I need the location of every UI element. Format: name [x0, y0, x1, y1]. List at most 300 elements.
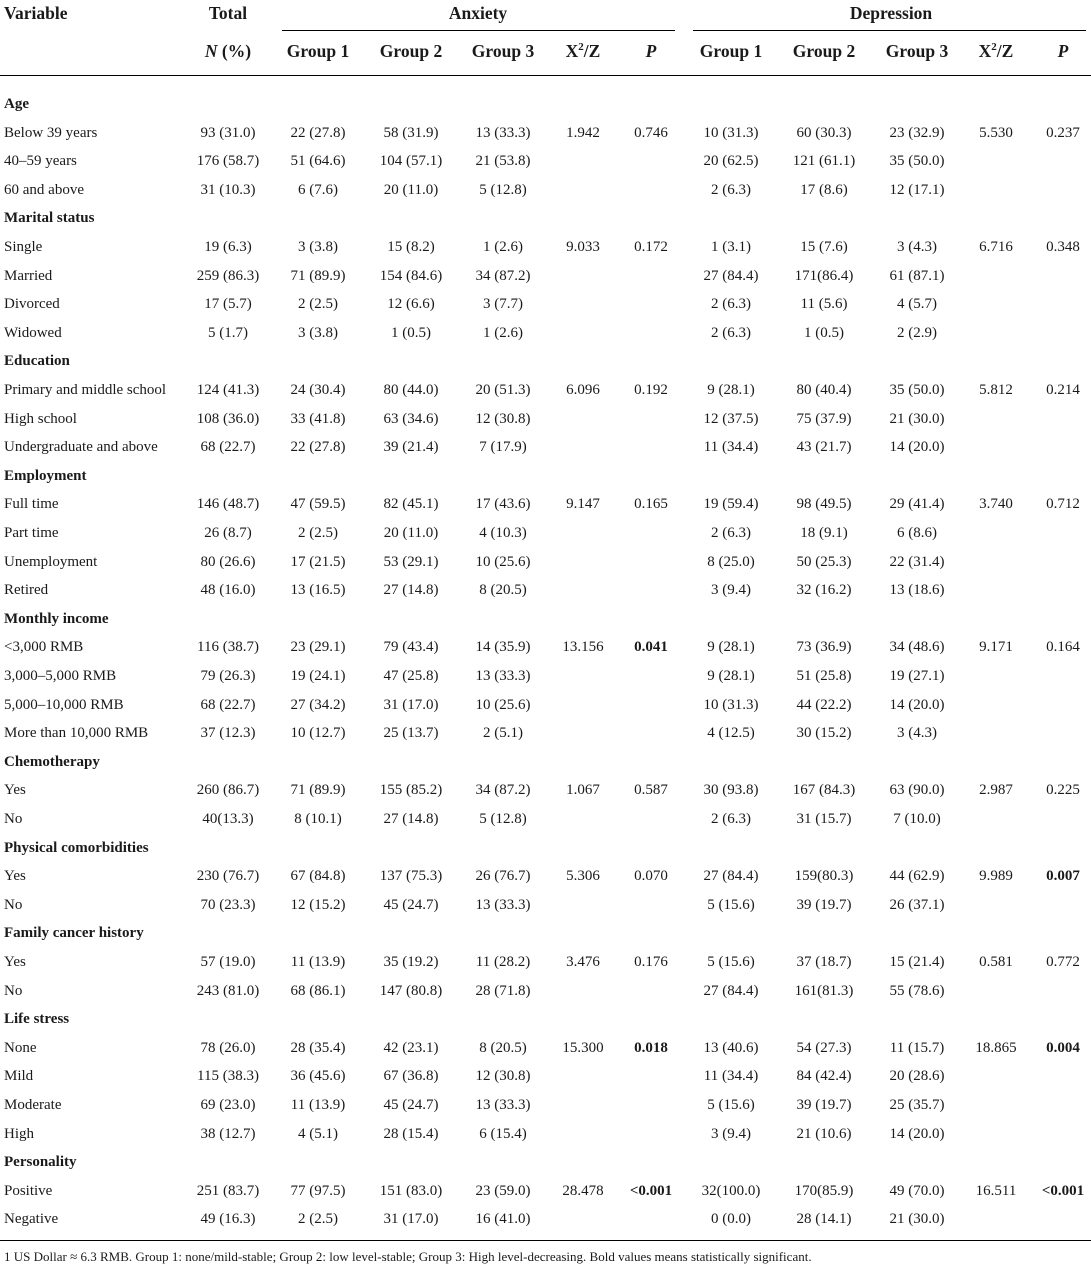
- cell-total: 40(13.3): [202, 811, 254, 827]
- cell-anxiety-chi2: 3.476: [566, 954, 600, 970]
- cell-total: 124 (41.3): [196, 382, 260, 398]
- cell-total: 37 (12.3): [200, 725, 256, 741]
- cell-anxiety-group2: 45 (24.7): [383, 1097, 439, 1113]
- section-heading: Physical comorbidities: [4, 840, 149, 856]
- cell-anxiety-p: 0.041: [634, 639, 668, 655]
- cell-depression-group3: 3 (4.3): [897, 239, 937, 255]
- cell-depression-group3: 25 (35.7): [889, 1097, 945, 1113]
- cell-depression-group3: 44 (62.9): [889, 868, 945, 884]
- cell-depression-group2: 75 (37.9): [796, 411, 852, 427]
- cell-depression-group3: 21 (30.0): [889, 411, 945, 427]
- cell-anxiety-group3: 1 (2.6): [483, 239, 523, 255]
- cell-anxiety-group3: 14 (35.9): [475, 639, 531, 655]
- cell-anxiety-chi2: 1.067: [566, 782, 600, 798]
- cell-total: 116 (38.7): [197, 639, 259, 655]
- cell-total: 115 (38.3): [197, 1068, 259, 1084]
- cell-depression-group3: 34 (48.6): [889, 639, 945, 655]
- cell-anxiety-group2: 1 (0.5): [391, 325, 431, 341]
- cell-depression-group1: 2 (6.3): [711, 296, 751, 312]
- cell-depression-group1: 2 (6.3): [711, 325, 751, 341]
- cell-anxiety-group2: 31 (17.0): [383, 697, 439, 713]
- cell-anxiety-chi2: 28.478: [562, 1183, 604, 1199]
- cell-anxiety-group1: 4 (5.1): [298, 1126, 338, 1142]
- cell-depression-chi2: 18.865: [975, 1040, 1017, 1056]
- row-label: 5,000–10,000 RMB: [4, 697, 124, 713]
- subheader-anxiety-p: P: [645, 41, 657, 61]
- cell-anxiety-group3: 2 (5.1): [483, 725, 523, 741]
- cell-depression-p: 0.164: [1046, 639, 1080, 655]
- cell-depression-group1: 2 (6.3): [711, 811, 751, 827]
- cell-anxiety-group2: 31 (17.0): [383, 1211, 439, 1227]
- cell-depression-group2: 15 (7.6): [800, 239, 848, 255]
- cell-anxiety-group3: 11 (28.2): [475, 954, 531, 970]
- cell-depression-group1: 9 (28.1): [707, 382, 755, 398]
- cell-anxiety-group2: 25 (13.7): [383, 725, 439, 741]
- cell-anxiety-chi2: 9.147: [566, 496, 600, 512]
- cell-anxiety-group3: 13 (33.3): [475, 668, 531, 684]
- cell-total: 31 (10.3): [200, 182, 256, 198]
- cell-anxiety-chi2: 9.033: [566, 239, 600, 255]
- cell-depression-group3: 12 (17.1): [889, 182, 945, 198]
- cell-depression-group1: 11 (34.4): [703, 1068, 759, 1084]
- cell-depression-group1: 19 (59.4): [703, 496, 759, 512]
- cell-anxiety-chi2: 15.300: [562, 1040, 604, 1056]
- cell-depression-group2: 50 (25.3): [796, 554, 852, 570]
- cell-depression-group3: 7 (10.0): [893, 811, 941, 827]
- cell-anxiety-group1: 27 (34.2): [290, 697, 346, 713]
- subheader-anxiety-group2: Group 2: [379, 41, 443, 61]
- cell-anxiety-group2: 82 (45.1): [383, 496, 439, 512]
- cell-depression-group1: 4 (12.5): [707, 725, 755, 741]
- cell-anxiety-p: 0.070: [634, 868, 668, 884]
- cell-anxiety-group3: 1 (2.6): [483, 325, 523, 341]
- cell-depression-group1: 5 (15.6): [707, 1097, 755, 1113]
- cell-depression-group2: 17 (8.6): [800, 182, 848, 198]
- cell-anxiety-group2: 155 (85.2): [379, 782, 443, 798]
- cell-anxiety-group1: 22 (27.8): [290, 439, 346, 455]
- cell-depression-group3: 2 (2.9): [897, 325, 937, 341]
- cell-depression-group1: 20 (62.5): [703, 153, 759, 169]
- cell-depression-group1: 1 (3.1): [711, 239, 751, 255]
- cell-depression-group3: 15 (21.4): [889, 954, 945, 970]
- row-label: Married: [4, 268, 53, 284]
- cell-anxiety-p: 0.587: [634, 782, 668, 798]
- cell-depression-group3: 14 (20.0): [889, 439, 945, 455]
- cell-depression-group3: 35 (50.0): [889, 382, 945, 398]
- cell-anxiety-group2: 53 (29.1): [383, 554, 439, 570]
- cell-depression-group2: 18 (9.1): [800, 525, 848, 541]
- cell-total: 57 (19.0): [200, 954, 256, 970]
- cell-anxiety-group2: 15 (8.2): [387, 239, 435, 255]
- cell-anxiety-p: 0.018: [634, 1040, 668, 1056]
- cell-anxiety-p: 0.176: [634, 954, 668, 970]
- cell-depression-p: 0.225: [1046, 782, 1080, 798]
- cell-anxiety-group2: 104 (57.1): [379, 153, 443, 169]
- cell-depression-group1: 9 (28.1): [707, 668, 755, 684]
- cell-depression-group1: 27 (84.4): [703, 268, 759, 284]
- cell-depression-group3: 4 (5.7): [897, 296, 937, 312]
- cell-depression-chi2: 16.511: [975, 1183, 1017, 1199]
- cell-anxiety-group1: 17 (21.5): [290, 554, 346, 570]
- cell-anxiety-group1: 19 (24.1): [290, 668, 346, 684]
- subheader-depression-group2: Group 2: [792, 41, 856, 61]
- cell-anxiety-p: 0.192: [634, 382, 668, 398]
- cell-anxiety-group1: 11 (13.9): [290, 954, 346, 970]
- row-label: Widowed: [4, 325, 62, 341]
- cell-anxiety-chi2: 1.942: [566, 125, 600, 141]
- cell-depression-group2: 167 (84.3): [792, 782, 856, 798]
- subheader-anxiety-group1: Group 1: [286, 41, 350, 61]
- cell-anxiety-group1: 71 (89.9): [290, 268, 346, 284]
- cell-anxiety-group3: 10 (25.6): [475, 554, 531, 570]
- row-label: High: [4, 1126, 34, 1142]
- cell-total: 80 (26.6): [200, 554, 256, 570]
- row-label: Undergraduate and above: [4, 439, 158, 455]
- cell-anxiety-group1: 51 (64.6): [290, 153, 346, 169]
- cell-anxiety-p: 0.165: [634, 496, 668, 512]
- cell-anxiety-group3: 7 (17.9): [479, 439, 527, 455]
- cell-anxiety-group3: 21 (53.8): [475, 153, 531, 169]
- cell-anxiety-group2: 151 (83.0): [379, 1183, 443, 1199]
- cell-total: 259 (86.3): [196, 268, 260, 284]
- cell-anxiety-group3: 13 (33.3): [475, 897, 531, 913]
- cell-depression-group1: 8 (25.0): [707, 554, 755, 570]
- cell-anxiety-group1: 6 (7.6): [298, 182, 338, 198]
- row-label: None: [4, 1040, 37, 1056]
- cell-anxiety-group1: 23 (29.1): [290, 639, 346, 655]
- cell-anxiety-group2: 28 (15.4): [383, 1126, 439, 1142]
- cell-depression-group3: 22 (31.4): [889, 554, 945, 570]
- cell-anxiety-group2: 20 (11.0): [383, 182, 439, 198]
- cell-anxiety-chi2: 13.156: [562, 639, 604, 655]
- cell-anxiety-group2: 35 (19.2): [383, 954, 439, 970]
- cell-depression-group3: 55 (78.6): [889, 983, 945, 999]
- cell-depression-group1: 30 (93.8): [703, 782, 759, 798]
- cell-anxiety-group1: 71 (89.9): [290, 782, 346, 798]
- cell-depression-group2: 51 (25.8): [796, 668, 852, 684]
- subheader-depression-chi: $X^2/Z$: [978, 40, 1014, 61]
- cell-anxiety-group2: 39 (21.4): [383, 439, 439, 455]
- cell-depression-group3: 61 (87.1): [889, 268, 945, 284]
- cell-anxiety-group2: 58 (31.9): [383, 125, 439, 141]
- cell-depression-group2: 98 (49.5): [796, 496, 852, 512]
- cell-depression-group1: 5 (15.6): [707, 897, 755, 913]
- cell-anxiety-group3: 28 (71.8): [475, 983, 531, 999]
- cell-total: 17 (5.7): [204, 296, 252, 312]
- cell-depression-p: 0.772: [1046, 954, 1080, 970]
- cell-depression-group3: 19 (27.1): [889, 668, 945, 684]
- cell-depression-chi2: 9.171: [979, 639, 1013, 655]
- cell-anxiety-group1: 12 (15.2): [290, 897, 346, 913]
- cell-anxiety-group2: 137 (75.3): [379, 868, 443, 884]
- cell-total: 5 (1.7): [208, 325, 248, 341]
- cell-depression-group2: 11 (5.6): [800, 296, 848, 312]
- depression-underline: [693, 30, 1086, 31]
- section-heading: Life stress: [4, 1011, 70, 1027]
- cell-depression-group3: 20 (28.6): [889, 1068, 945, 1084]
- cell-anxiety-p: <0.001: [629, 1183, 673, 1199]
- cell-depression-p: 0.348: [1046, 239, 1080, 255]
- section-heading: Monthly income: [4, 611, 109, 627]
- cell-anxiety-chi2: 5.306: [566, 868, 600, 884]
- cell-depression-group3: 29 (41.4): [889, 496, 945, 512]
- row-label: Yes: [4, 868, 26, 884]
- cell-depression-group2: 159(80.3): [794, 868, 854, 884]
- cell-depression-group1: 3 (9.4): [711, 1126, 751, 1142]
- row-label: No: [4, 897, 23, 913]
- header-variable: Variable: [4, 3, 68, 23]
- cell-anxiety-group1: 13 (16.5): [290, 582, 346, 598]
- cell-anxiety-group3: 6 (15.4): [479, 1126, 527, 1142]
- cell-depression-group3: 63 (90.0): [889, 782, 945, 798]
- cell-depression-group2: 31 (15.7): [796, 811, 852, 827]
- section-heading: Education: [4, 353, 70, 369]
- cell-anxiety-group2: 63 (34.6): [383, 411, 439, 427]
- cell-anxiety-group3: 4 (10.3): [479, 525, 527, 541]
- table-bottom-rule: [0, 1240, 1091, 1241]
- row-label: 40–59 years: [4, 153, 77, 169]
- cell-depression-group1: 3 (9.4): [711, 582, 751, 598]
- cell-total: 146 (48.7): [196, 496, 260, 512]
- cell-anxiety-group1: 47 (59.5): [290, 496, 346, 512]
- cell-anxiety-group3: 5 (12.8): [479, 811, 527, 827]
- cell-total: 70 (23.3): [200, 897, 256, 913]
- cell-depression-group2: 32 (16.2): [796, 582, 852, 598]
- subheader-depression-p: P: [1057, 41, 1069, 61]
- cell-anxiety-group3: 26 (76.7): [475, 868, 531, 884]
- row-label: Divorced: [4, 296, 60, 312]
- cell-depression-group2: 170(85.9): [794, 1183, 854, 1199]
- cell-depression-group2: 84 (42.4): [796, 1068, 852, 1084]
- cell-anxiety-group2: 20 (11.0): [383, 525, 439, 541]
- row-label: <3,000 RMB: [4, 639, 84, 655]
- cell-depression-group1: 2 (6.3): [711, 182, 751, 198]
- row-label: Full time: [4, 496, 59, 512]
- cell-total: 68 (22.7): [200, 697, 256, 713]
- anxiety-underline: [282, 30, 675, 31]
- cell-total: 243 (81.0): [196, 983, 260, 999]
- cell-depression-p: 0.214: [1046, 382, 1080, 398]
- cell-depression-group1: 9 (28.1): [707, 639, 755, 655]
- cell-depression-chi2: 2.987: [979, 782, 1013, 798]
- cell-depression-chi2: 0.581: [979, 954, 1013, 970]
- cell-depression-chi2: 5.530: [979, 125, 1013, 141]
- cell-anxiety-group3: 17 (43.6): [475, 496, 531, 512]
- cell-depression-group3: 49 (70.0): [889, 1183, 945, 1199]
- cell-depression-group2: 39 (19.7): [796, 897, 852, 913]
- cell-depression-group2: 60 (30.3): [796, 125, 852, 141]
- cell-anxiety-group3: 23 (59.0): [475, 1183, 531, 1199]
- section-heading: Chemotherapy: [4, 754, 100, 770]
- cell-anxiety-group1: 3 (3.8): [298, 239, 338, 255]
- cell-total: 108 (36.0): [196, 411, 260, 427]
- row-label: 60 and above: [4, 182, 84, 198]
- cell-anxiety-group2: 80 (44.0): [383, 382, 439, 398]
- cell-depression-group2: 39 (19.7): [796, 1097, 852, 1113]
- cell-anxiety-group1: 3 (3.8): [298, 325, 338, 341]
- cell-depression-group3: 21 (30.0): [889, 1211, 945, 1227]
- cell-anxiety-group3: 8 (20.5): [479, 582, 527, 598]
- section-heading: Marital status: [4, 210, 95, 226]
- cell-total: 230 (76.7): [196, 868, 260, 884]
- section-heading: Family cancer history: [4, 925, 144, 941]
- section-heading: Employment: [4, 468, 87, 484]
- cell-depression-group3: 14 (20.0): [889, 697, 945, 713]
- section-heading: Age: [4, 96, 29, 112]
- cell-depression-p: 0.004: [1046, 1040, 1080, 1056]
- row-label: No: [4, 811, 23, 827]
- cell-depression-group1: 0 (0.0): [711, 1211, 751, 1227]
- cell-depression-group1: 11 (34.4): [703, 439, 759, 455]
- subheader-depression-group1: Group 1: [699, 41, 763, 61]
- cell-depression-group2: 30 (15.2): [796, 725, 852, 741]
- cell-anxiety-group3: 10 (25.6): [475, 697, 531, 713]
- cell-depression-group3: 23 (32.9): [889, 125, 945, 141]
- cell-anxiety-group3: 20 (51.3): [475, 382, 531, 398]
- cell-depression-group1: 12 (37.5): [703, 411, 759, 427]
- cell-depression-group3: 35 (50.0): [889, 153, 945, 169]
- row-label: Single: [4, 239, 43, 255]
- cell-depression-group2: 37 (18.7): [796, 954, 852, 970]
- cell-depression-chi2: 9.989: [979, 868, 1013, 884]
- cell-total: 78 (26.0): [200, 1040, 256, 1056]
- cell-depression-group2: 121 (61.1): [792, 153, 856, 169]
- header-bottom-rule: [0, 75, 1091, 76]
- cell-anxiety-group1: 11 (13.9): [290, 1097, 346, 1113]
- cell-depression-group1: 5 (15.6): [707, 954, 755, 970]
- cell-anxiety-group3: 12 (30.8): [475, 411, 531, 427]
- cell-anxiety-group1: 28 (35.4): [290, 1040, 346, 1056]
- cell-depression-group2: 80 (40.4): [796, 382, 852, 398]
- cell-total: 38 (12.7): [200, 1126, 256, 1142]
- cell-anxiety-group1: 68 (86.1): [290, 983, 346, 999]
- cell-anxiety-group2: 47 (25.8): [383, 668, 439, 684]
- cell-depression-group2: 1 (0.5): [804, 325, 844, 341]
- cell-anxiety-group1: 8 (10.1): [294, 811, 342, 827]
- cell-anxiety-p: 0.172: [634, 239, 668, 255]
- cell-depression-group2: 44 (22.2): [796, 697, 852, 713]
- cell-total: 69 (23.0): [200, 1097, 256, 1113]
- subheader-anxiety-group3: Group 3: [471, 41, 535, 61]
- cell-anxiety-group2: 27 (14.8): [383, 582, 439, 598]
- cell-anxiety-group1: 77 (97.5): [290, 1183, 346, 1199]
- cell-anxiety-group1: 22 (27.8): [290, 125, 346, 141]
- cell-depression-group2: 28 (14.1): [796, 1211, 852, 1227]
- cell-anxiety-group2: 67 (36.8): [383, 1068, 439, 1084]
- cell-anxiety-group1: 2 (2.5): [298, 296, 338, 312]
- row-label: Unemployment: [4, 554, 98, 570]
- row-label: Primary and middle school: [4, 382, 167, 398]
- subheader-n-percent: N (%): [204, 41, 252, 61]
- cell-anxiety-group2: 154 (84.6): [379, 268, 443, 284]
- cell-depression-group2: 73 (36.9): [796, 639, 852, 655]
- cell-anxiety-group1: 33 (41.8): [290, 411, 346, 427]
- cell-anxiety-group3: 34 (87.2): [475, 268, 531, 284]
- cell-depression-group2: 43 (21.7): [796, 439, 852, 455]
- cell-depression-group1: 27 (84.4): [703, 868, 759, 884]
- cell-depression-p: 0.712: [1046, 496, 1080, 512]
- cell-depression-chi2: 5.812: [979, 382, 1013, 398]
- cell-anxiety-group3: 13 (33.3): [475, 1097, 531, 1113]
- cell-depression-group2: 161(81.3): [794, 983, 854, 999]
- row-label: Positive: [4, 1183, 53, 1199]
- header-depression: Depression: [849, 3, 933, 23]
- cell-anxiety-group2: 42 (23.1): [383, 1040, 439, 1056]
- subheader-depression-group3: Group 3: [885, 41, 949, 61]
- cell-anxiety-group1: 2 (2.5): [298, 1211, 338, 1227]
- cell-total: 93 (31.0): [200, 125, 256, 141]
- cell-depression-group1: 10 (31.3): [703, 125, 759, 141]
- cell-anxiety-group1: 10 (12.7): [290, 725, 346, 741]
- row-label: More than 10,000 RMB: [4, 725, 149, 741]
- cell-total: 19 (6.3): [204, 239, 252, 255]
- cell-anxiety-group2: 79 (43.4): [383, 639, 439, 655]
- cell-total: 49 (16.3): [200, 1211, 256, 1227]
- cell-anxiety-chi2: 6.096: [566, 382, 600, 398]
- row-label: Negative: [4, 1211, 59, 1227]
- section-heading: Personality: [4, 1154, 77, 1170]
- row-label: No: [4, 983, 23, 999]
- cell-anxiety-group2: 147 (80.8): [379, 983, 443, 999]
- cell-anxiety-group1: 67 (84.8): [290, 868, 346, 884]
- cell-depression-group2: 21 (10.6): [796, 1126, 852, 1142]
- cell-depression-group1: 2 (6.3): [711, 525, 751, 541]
- cell-depression-p: <0.001: [1041, 1183, 1085, 1199]
- cell-depression-group1: 13 (40.6): [703, 1040, 759, 1056]
- footnote: 1 US Dollar ≈ 6.3 RMB. Group 1: none/mild-stable; Group 2: low level-stable; Group 3: High level-decreasing. Bold values means statistically significant.: [4, 1249, 812, 1264]
- cell-total: 48 (16.0): [200, 582, 256, 598]
- cell-total: 26 (8.7): [204, 525, 252, 541]
- cell-anxiety-group3: 8 (20.5): [479, 1040, 527, 1056]
- cell-depression-group3: 13 (18.6): [889, 582, 945, 598]
- cell-anxiety-group3: 34 (87.2): [475, 782, 531, 798]
- cell-anxiety-group3: 12 (30.8): [475, 1068, 531, 1084]
- cell-depression-chi2: 3.740: [979, 496, 1013, 512]
- cell-anxiety-group2: 45 (24.7): [383, 897, 439, 913]
- cell-total: 79 (26.3): [200, 668, 256, 684]
- cell-total: 260 (86.7): [196, 782, 260, 798]
- subheader-anxiety-chi: $X^2/Z$: [565, 40, 601, 61]
- cell-depression-group2: 54 (27.3): [796, 1040, 852, 1056]
- cell-total: 251 (83.7): [196, 1183, 260, 1199]
- cell-depression-group3: 3 (4.3): [897, 725, 937, 741]
- cell-anxiety-group2: 12 (6.6): [387, 296, 435, 312]
- cell-depression-p: 0.007: [1046, 868, 1080, 884]
- cell-anxiety-group1: 2 (2.5): [298, 525, 338, 541]
- cell-total: 68 (22.7): [200, 439, 256, 455]
- cell-anxiety-group1: 36 (45.6): [290, 1068, 346, 1084]
- row-label: Mild: [4, 1068, 34, 1084]
- cell-depression-group3: 14 (20.0): [889, 1126, 945, 1142]
- cell-depression-group2: 171(86.4): [794, 268, 854, 284]
- header-anxiety: Anxiety: [448, 3, 508, 23]
- row-label: Retired: [4, 582, 49, 598]
- cell-depression-chi2: 6.716: [979, 239, 1013, 255]
- cell-anxiety-p: 0.746: [634, 125, 668, 141]
- row-label: High school: [4, 411, 77, 427]
- cell-depression-group3: 26 (37.1): [889, 897, 945, 913]
- cell-depression-p: 0.237: [1046, 125, 1080, 141]
- cell-anxiety-group1: 24 (30.4): [290, 382, 346, 398]
- cell-depression-group3: 6 (8.6): [897, 525, 937, 541]
- cell-depression-group1: 27 (84.4): [703, 983, 759, 999]
- cell-total: 176 (58.7): [196, 153, 260, 169]
- cell-anxiety-group3: 16 (41.0): [475, 1211, 531, 1227]
- cell-depression-group1: 10 (31.3): [703, 697, 759, 713]
- row-label: Yes: [4, 782, 26, 798]
- cell-depression-group3: 11 (15.7): [889, 1040, 945, 1056]
- row-label: 3,000–5,000 RMB: [4, 668, 117, 684]
